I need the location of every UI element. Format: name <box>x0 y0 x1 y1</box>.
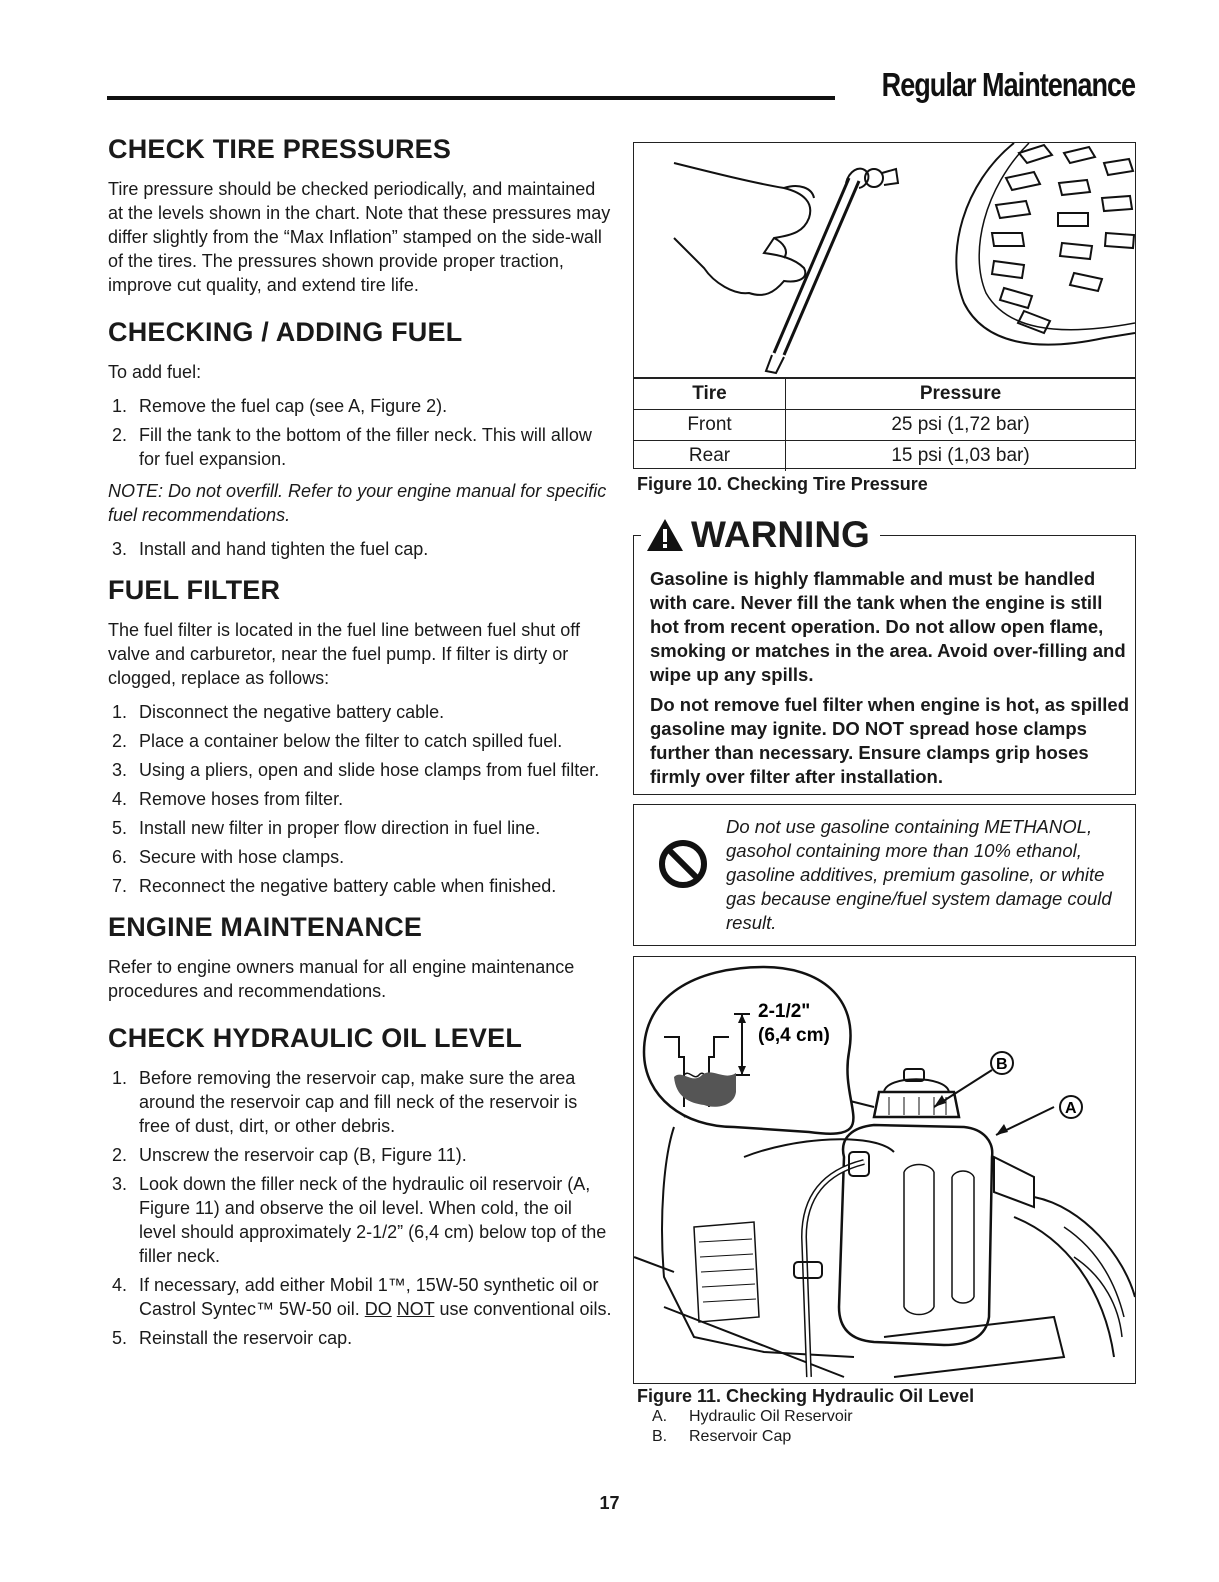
list-item: B. Reservoir Cap <box>652 1428 792 1445</box>
figure-11-legend <box>652 1407 853 1447</box>
fuel-filter-body: The fuel filter is located in the fuel line between fuel shut off valve and carburetor, near the fuel pump. If filter is dirty or clogged, replace as follows: <box>108 620 580 688</box>
warning-paragraph-2: Do not remove fuel filter when engine is hot, as spilled gasoline may ignite. DO NOT spread hose clamps further than necessary. Ensure clamps grip hoses firmly over filter after installation. <box>650 694 1130 787</box>
list-item: 2. Place a container below the filter to catch spilled fuel. <box>112 731 563 751</box>
table-header-pressure: Pressure <box>786 378 1136 410</box>
callout-b-label: B <box>996 1056 1008 1073</box>
list-item: 4. If necessary, add either Mobil 1™, 15W-50 synthetic oil or Castrol Syntec™ 5W-50 oil. DO NOT use conventional oils. <box>112 1275 612 1319</box>
tire-pressure-table <box>634 377 1135 471</box>
figure-10-caption: Figure 10. Checking Tire Pressure <box>637 474 928 494</box>
warning-label: WARNING <box>691 514 870 555</box>
table-cell-tire: Rear <box>634 441 786 472</box>
figure-10 <box>633 142 1136 469</box>
tire-pressure-body: Tire pressure should be checked periodically, and maintained at the levels shown in the chart. Note that these pressures may differ slightly from the “Max Inflation” stamped on the side-wall of the tires. The pressures shown provide proper traction, improve cut quality, and extend tire life. <box>108 179 611 295</box>
fuel-note: NOTE: Do not overfill. Refer to your engine manual for specific fuel recommendations. <box>108 481 607 525</box>
fuel-intro: To add fuel: <box>108 362 202 382</box>
figure-11 <box>633 956 1136 1384</box>
fuel-filter-section <box>108 575 613 898</box>
page-header-title: Regular Maintenance <box>881 66 1135 103</box>
figure-11-caption: Figure 11. Checking Hydraulic Oil Level <box>637 1386 975 1406</box>
tire-pressure-heading: CHECK TIRE PRESSURES <box>108 134 452 164</box>
hydraulic-oil-section <box>108 1023 613 1350</box>
table-header-row <box>634 378 1135 410</box>
list-item: A. Hydraulic Oil Reservoir <box>652 1408 853 1425</box>
warning-text <box>650 567 1130 795</box>
list-item: 7. Reconnect the negative battery cable when finished. <box>112 876 557 896</box>
list-item: 4. Remove hoses from filter. <box>112 789 344 809</box>
warning-triangle-icon <box>645 517 685 553</box>
list-item: 5. Install new filter in proper flow direction in fuel line. <box>112 818 541 838</box>
list-item: 2. Fill the tank to the bottom of the filler neck. This will allow for fuel expansion. <box>112 425 592 469</box>
hydraulic-oil-steps <box>108 1066 613 1350</box>
list-item: 1. Before removing the reservoir cap, make sure the area around the reservoir cap and fill neck of the reservoir is free of dust, dirt, or other debris. <box>112 1068 578 1136</box>
hydraulic-oil-heading: CHECK HYDRAULIC OIL LEVEL <box>108 1023 523 1053</box>
header-rule <box>107 96 835 100</box>
tire-gauge-illustration <box>634 143 1135 377</box>
table-cell-tire: Front <box>634 410 786 441</box>
list-item: 3. Using a pliers, open and slide hose clamps from fuel filter. <box>112 760 600 780</box>
fuel-steps <box>108 394 613 471</box>
engine-maintenance-heading: ENGINE MAINTENANCE <box>108 912 423 942</box>
list-item: 2. Unscrew the reservoir cap (B, Figure 11). <box>112 1145 467 1165</box>
list-item: 6. Secure with hose clamps. <box>112 847 345 867</box>
list-item: 5. Reinstall the reservoir cap. <box>112 1328 353 1348</box>
prohibited-icon <box>658 839 708 889</box>
fuel-steps-continued <box>108 537 613 561</box>
dimension-label-imperial: 2-1/2" <box>758 1001 811 1022</box>
dimension-label-metric: (6,4 cm) <box>758 1025 830 1046</box>
table-cell-pressure: 25 psi (1,72 bar) <box>786 410 1136 441</box>
page-number: 17 <box>599 1493 620 1513</box>
notice-text: Do not use gasoline containing METHANOL, gasohol containing more than 10% ethanol, gasoline additives, premium gasoline, or white gas because engine/fuel system damage could result. <box>726 816 1112 933</box>
fuel-filter-heading: FUEL FILTER <box>108 575 281 605</box>
tire-pressure-section <box>108 134 613 297</box>
hydraulic-reservoir-illustration <box>634 957 1135 1383</box>
callout-a-label: A <box>1065 1100 1077 1117</box>
list-item: 1. Disconnect the negative battery cable. <box>112 702 445 722</box>
table-row <box>634 441 1135 472</box>
engine-maintenance-body: Refer to engine owners manual for all engine maintenance procedures and recommendations. <box>108 957 575 1001</box>
fuel-section <box>108 317 613 561</box>
table-row <box>634 410 1135 441</box>
table-header-tire: Tire <box>634 378 786 410</box>
fuel-filter-steps <box>108 700 613 898</box>
list-item: 3. Install and hand tighten the fuel cap. <box>112 539 429 559</box>
warning-title <box>641 514 880 556</box>
left-column <box>108 134 613 1364</box>
list-item: 3. Look down the filler neck of the hydraulic oil reservoir (A, Figure 11) and observe the oil level. When cold, the oil level should approximately 2-1/2” (6,4 cm) below top of the filler neck. <box>112 1174 607 1266</box>
list-item: 1. Remove the fuel cap (see A, Figure 2). <box>112 396 448 416</box>
table-cell-pressure: 15 psi (1,03 bar) <box>786 441 1136 472</box>
engine-maintenance-section <box>108 912 613 1003</box>
warning-paragraph-1: Gasoline is highly flammable and must be handled with care. Never fill the tank when the engine is still hot from recent operation. Do not allow open flame, smoking or matches in the area. Avoid over-filling and wipe up any spills. <box>650 568 1126 685</box>
fuel-heading: CHECKING / ADDING FUEL <box>108 317 463 347</box>
